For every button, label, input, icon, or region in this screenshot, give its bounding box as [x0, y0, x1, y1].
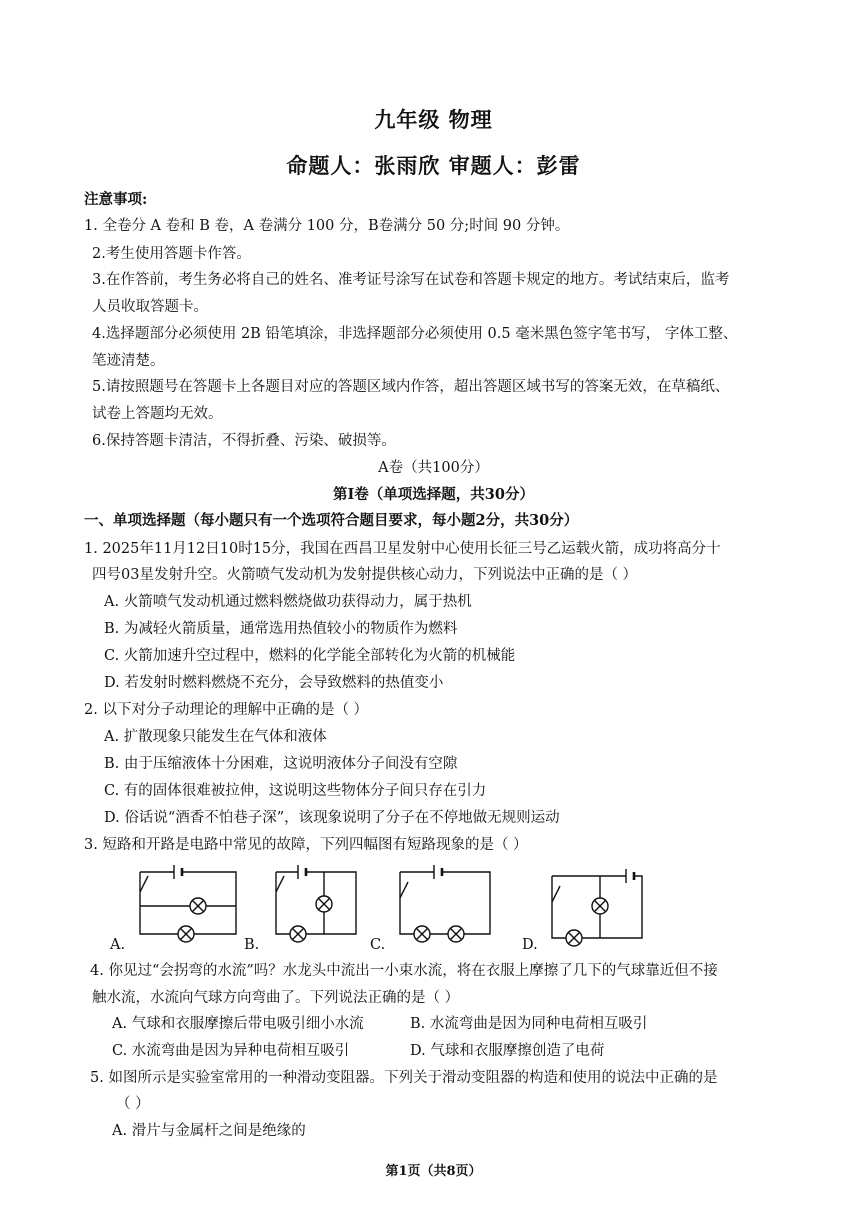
- q1-stem: 1. 2025年11月12日10时15分，我国在西昌卫星发射中心使用长征三号乙运载火箭，成功将高分十: [84, 541, 721, 557]
- circuit-label-c: C.: [370, 937, 386, 953]
- q2-option-a: A. 扩散现象只能发生在气体和液体: [104, 729, 327, 745]
- q1-stem: 四号03星发射升空。火箭喷气发动机为发射提供核心动力，下列说法中正确的是（ ）: [92, 567, 638, 583]
- circuit-diagram-c: [386, 862, 496, 956]
- notes-heading: 注意事项:: [84, 191, 148, 208]
- circuit-diagram-a: [106, 862, 246, 956]
- q4-option-c: C. 水流弯曲是因为异种电荷相互吸引: [112, 1043, 350, 1059]
- circuit-label-b: B.: [244, 937, 260, 953]
- q4-stem: 触水流，水流向气球方向弯曲了。下列说法正确的是（ ）: [92, 990, 460, 1006]
- q2-option-b: B. 由于压缩液体十分困难，这说明液体分子间没有空隙: [104, 756, 458, 772]
- volume-heading: A卷（共100分）: [378, 460, 489, 476]
- circuit-label-d: D.: [522, 937, 538, 953]
- q1-option-d: D. 若发射时燃料燃烧不充分，会导致燃料的热值变小: [104, 675, 444, 691]
- authors-line: 命题人：张雨欣 审题人：彭雷: [286, 154, 581, 178]
- note-item: 试卷上答题均无效。: [92, 406, 223, 422]
- q5-option-a: A. 滑片与金属杆之间是绝缘的: [112, 1123, 306, 1139]
- page-number: 第1页（共8页）: [385, 1164, 482, 1179]
- page-title: 九年级 物理: [374, 108, 493, 132]
- note-item: 2.考生使用答题卡作答。: [92, 246, 251, 262]
- note-item: 1. 全卷分 A 卷和 B 卷，A 卷满分 100 分，B卷满分 50 分;时间 90 分钟。: [84, 218, 570, 234]
- q4-option-a: A. 气球和衣服摩擦后带电吸引细小水流: [112, 1016, 364, 1032]
- q2-option-c: C. 有的固体很难被拉伸，这说明这些物体分子间只存在引力: [104, 783, 487, 799]
- q1-option-b: B. 为减轻火箭质量，通常选用热值较小的物质作为燃料: [104, 621, 458, 637]
- q3-stem: 3. 短路和开路是电路中常见的故障，下列四幅图有短路现象的是（ ）: [84, 837, 528, 853]
- q5-stem: 5. 如图所示是实验室常用的一种滑动变阻器。下列关于滑动变阻器的构造和使用的说法中正确的是: [90, 1070, 718, 1086]
- q1-option-a: A. 火箭喷气发动机通过燃料燃烧做功获得动力，属于热机: [104, 594, 472, 610]
- circuit-diagram-d: [538, 862, 648, 956]
- q5-stem: （ ）: [116, 1096, 150, 1112]
- circuit-label-a: A.: [110, 937, 126, 953]
- note-item: 6.保持答题卡清洁，不得折叠、污染、破损等。: [92, 433, 396, 449]
- note-item: 笔迹清楚。: [92, 353, 165, 369]
- note-item: 4.选择题部分必须使用 2B 铅笔填涂，非选择题部分必须使用 0.5 毫米黑色签字笔书写， 字体工整、: [92, 326, 738, 342]
- note-item: 人员收取答题卡。: [92, 299, 208, 315]
- note-item: 3.在作答前，考生务必将自己的姓名、准考证号涂写在试卷和答题卡规定的地方。考试结束后，监考: [92, 272, 730, 288]
- q2-option-d: D. 俗话说“酒香不怕巷子深”，该现象说明了分子在不停地做无规则运动: [104, 810, 560, 826]
- note-item: 5.请按照题号在答题卡上各题目对应的答题区域内作答，超出答题区域书写的答案无效，在草稿纸、: [92, 379, 730, 395]
- q2-stem: 2. 以下对分子动理论的理解中正确的是（ ）: [84, 702, 369, 718]
- q1-option-c: C. 火箭加速升空过程中，燃料的化学能全部转化为火箭的机械能: [104, 648, 516, 664]
- q4-option-b: B. 水流弯曲是因为同种电荷相互吸引: [410, 1016, 648, 1032]
- q4-stem: 4. 你见过“会拐弯的水流”吗？水龙头中流出一小束水流，将在衣服上摩擦了几下的气球靠近但不接: [90, 963, 718, 979]
- part-heading: 第Ⅰ卷（单项选择题，共30分）: [333, 486, 534, 503]
- q4-option-d: D. 气球和衣服摩擦创造了电荷: [410, 1043, 605, 1059]
- section-heading: 一、单项选择题（每小题只有一个选项符合题目要求，每小题2分，共30分）: [84, 512, 579, 529]
- circuit-diagram-b: [262, 862, 362, 956]
